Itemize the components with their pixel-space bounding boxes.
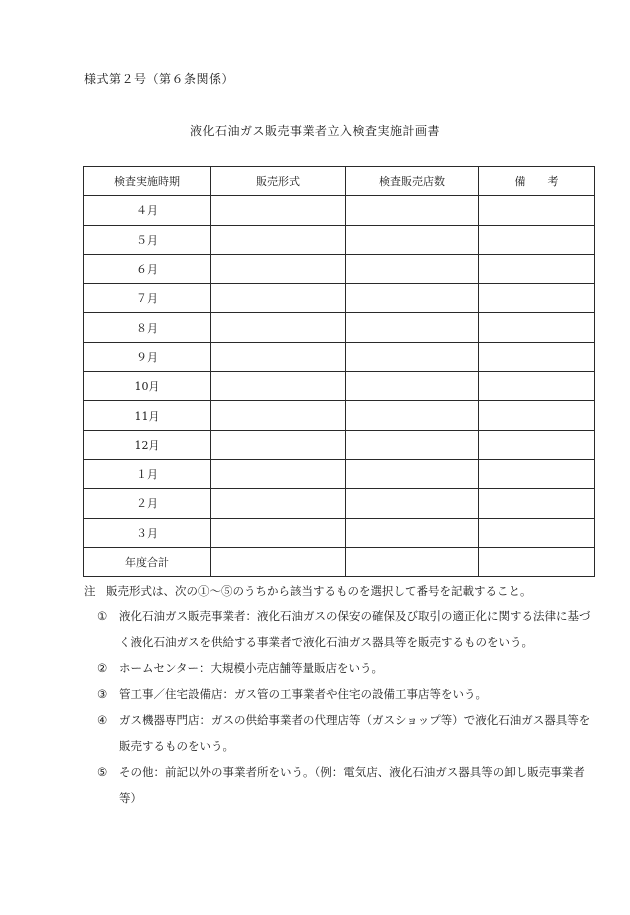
note-list: [97, 603, 597, 811]
cell-sales-form: [211, 254, 346, 283]
table-row: [84, 254, 595, 283]
table-header-row: [84, 167, 595, 196]
cell-remarks: [479, 430, 595, 459]
table-row: [84, 459, 595, 488]
cell-store-count: [346, 225, 479, 254]
cell-sales-form: [211, 401, 346, 430]
cell-remarks: [479, 489, 595, 518]
table-row: [84, 547, 595, 576]
cell-store-count: [346, 196, 479, 225]
cell-period: ２月: [84, 489, 211, 518]
cell-store-count: [346, 430, 479, 459]
cell-store-count: [346, 401, 479, 430]
note-item-text: その他：前記以外の事業者所をいう。（例：電気店、液化石油ガス器具等の卸し販売事業者等）: [119, 765, 585, 805]
cell-period: 10月: [84, 372, 211, 401]
note-item-number: ④: [97, 713, 108, 727]
cell-remarks: [479, 459, 595, 488]
cell-remarks: [479, 254, 595, 283]
cell-sales-form: [211, 313, 346, 342]
cell-sales-form: [211, 459, 346, 488]
cell-period: 11月: [84, 401, 211, 430]
note-item: [97, 681, 597, 707]
column-header-store-count: 検査販売店数: [346, 167, 479, 196]
cell-sales-form: [211, 489, 346, 518]
table-row: [84, 372, 595, 401]
cell-sales-form: [211, 518, 346, 547]
cell-remarks: [479, 313, 595, 342]
note-item-number: ③: [97, 687, 108, 701]
cell-remarks: [479, 547, 595, 576]
cell-sales-form: [211, 225, 346, 254]
cell-period: ９月: [84, 342, 211, 371]
table-body: [84, 196, 595, 577]
table-row: [84, 313, 595, 342]
cell-period: ５月: [84, 225, 211, 254]
cell-sales-form: [211, 372, 346, 401]
cell-period: ７月: [84, 284, 211, 313]
cell-remarks: [479, 518, 595, 547]
note-item: [97, 759, 597, 811]
cell-remarks: [479, 372, 595, 401]
cell-remarks: [479, 342, 595, 371]
cell-remarks: [479, 401, 595, 430]
cell-sales-form: [211, 547, 346, 576]
table-row: [84, 284, 595, 313]
inspection-plan-table: [83, 166, 595, 577]
cell-period: ６月: [84, 254, 211, 283]
cell-store-count: [346, 459, 479, 488]
note-heading: [84, 583, 532, 599]
cell-store-count: [346, 313, 479, 342]
cell-store-count: [346, 489, 479, 518]
column-header-period: 検査実施時期: [84, 167, 211, 196]
cell-remarks: [479, 284, 595, 313]
cell-period: ３月: [84, 518, 211, 547]
note-item-number: ①: [97, 609, 108, 623]
cell-sales-form: [211, 196, 346, 225]
note-item-text: 管工事／住宅設備店：ガス管の工事業者や住宅の設備工事店等をいう。: [119, 687, 487, 701]
table-row: [84, 196, 595, 225]
table-row: [84, 342, 595, 371]
table-row: [84, 430, 595, 459]
note-mark: 注: [84, 584, 96, 598]
note-item: [97, 603, 597, 655]
cell-sales-form: [211, 342, 346, 371]
cell-store-count: [346, 254, 479, 283]
cell-store-count: [346, 284, 479, 313]
note-item-text: 液化石油ガス販売事業者：液化石油ガスの保安の確保及び取引の適正化に関する法律に基づく液化石油ガスを供給する事業者で液化石油ガス器具等を販売するものをいう。: [119, 609, 591, 649]
cell-store-count: [346, 342, 479, 371]
table-row: [84, 518, 595, 547]
document-title: 液化石油ガス販売事業者立入検査実施計画書: [189, 124, 440, 138]
cell-store-count: [346, 547, 479, 576]
cell-store-count: [346, 372, 479, 401]
cell-store-count: [346, 518, 479, 547]
form-number: 様式第２号（第６条関係）: [84, 72, 235, 86]
note-item-number: ②: [97, 661, 108, 675]
cell-period: ８月: [84, 313, 211, 342]
cell-sales-form: [211, 430, 346, 459]
cell-remarks: [479, 225, 595, 254]
note-item: [97, 707, 597, 759]
note-item-number: ⑤: [97, 765, 108, 779]
cell-period: １月: [84, 459, 211, 488]
note-item-text: ガス機器専門店：ガスの供給事業者の代理店等（ガスショップ等）で液化石油ガス器具等を販売するものをいう。: [119, 713, 591, 753]
note-heading-text: 販売形式は、次の①～⑤のうちから該当するものを選択して番号を記載すること。: [106, 584, 532, 598]
table-row: [84, 489, 595, 518]
cell-sales-form: [211, 284, 346, 313]
column-header-remarks: 備 考: [479, 167, 595, 196]
cell-remarks: [479, 196, 595, 225]
column-header-sales-form: 販売形式: [211, 167, 346, 196]
cell-period: ４月: [84, 196, 211, 225]
table-row: [84, 401, 595, 430]
table-row: [84, 225, 595, 254]
cell-period: 12月: [84, 430, 211, 459]
cell-period: 年度合計: [84, 547, 211, 576]
note-item: [97, 655, 597, 681]
note-item-text: ホームセンター：大規模小売店舗等量販店をいう。: [119, 661, 384, 675]
